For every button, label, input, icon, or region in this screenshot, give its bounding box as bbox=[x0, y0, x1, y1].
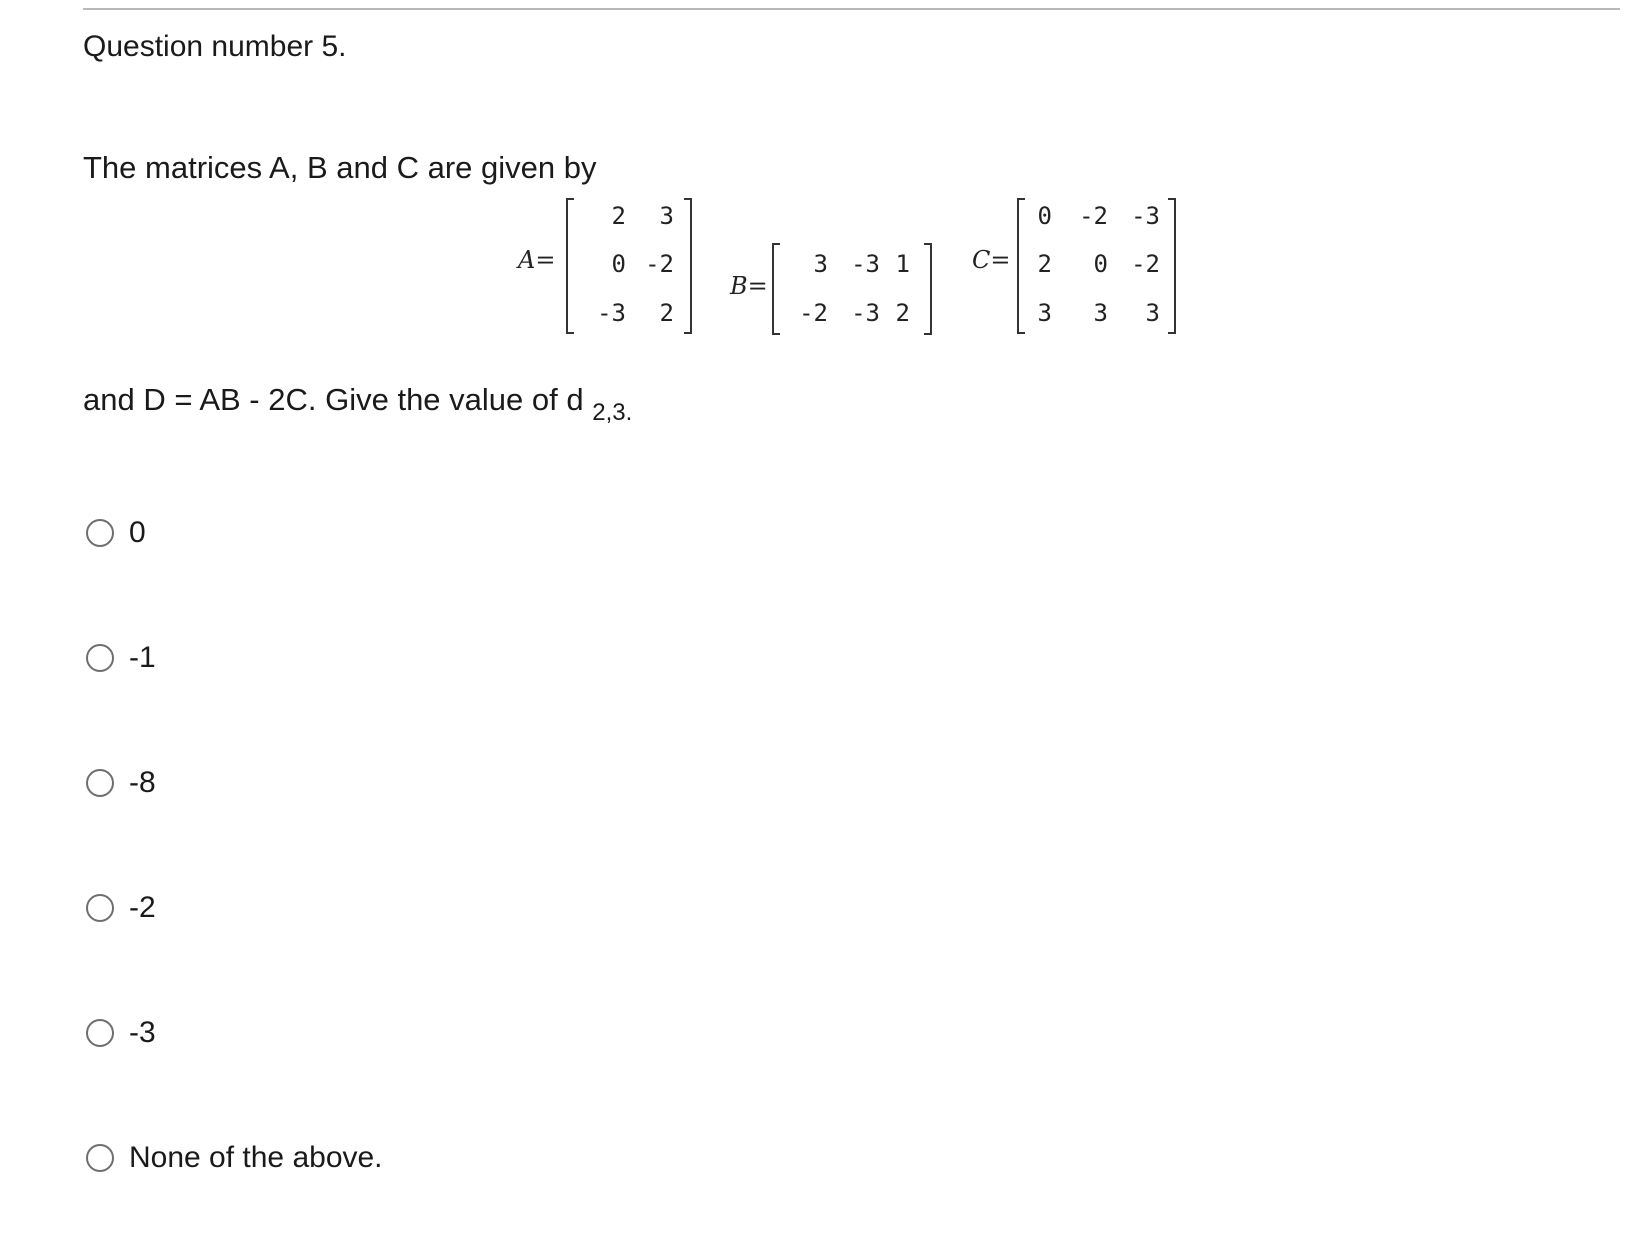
matrix-c-right-bracket bbox=[1168, 198, 1176, 334]
answer-option-label[interactable]: -1 bbox=[129, 641, 156, 674]
matrix-c-cell: 3 bbox=[1145, 299, 1160, 327]
matrix-c-cell: -3 bbox=[1131, 202, 1160, 230]
radio-button[interactable] bbox=[86, 644, 114, 672]
answer-option[interactable] bbox=[86, 1140, 383, 1176]
answer-option[interactable] bbox=[86, 640, 156, 676]
matrix-b-cell: -2 bbox=[799, 299, 828, 327]
matrix-b-cell: 1 bbox=[895, 250, 910, 278]
matrix-b-right-bracket bbox=[924, 243, 932, 335]
matrix-c-cell: -2 bbox=[1131, 250, 1160, 278]
radio-button[interactable] bbox=[86, 769, 114, 797]
answer-option-label[interactable]: -3 bbox=[129, 1016, 156, 1049]
matrix-a-cell: 3 bbox=[659, 202, 674, 230]
answer-option-label[interactable]: -2 bbox=[129, 891, 156, 924]
matrix-c-cell: 0 bbox=[1037, 202, 1052, 230]
answer-option[interactable] bbox=[86, 765, 156, 801]
answer-option[interactable] bbox=[86, 890, 156, 926]
answer-option-label[interactable]: None of the above. bbox=[129, 1141, 383, 1174]
top-divider bbox=[83, 8, 1620, 10]
matrix-a-cell: 2 bbox=[659, 299, 674, 327]
radio-button[interactable] bbox=[86, 894, 114, 922]
matrix-c-cell: 2 bbox=[1037, 250, 1052, 278]
matrix-b-cell: -3 bbox=[851, 299, 880, 327]
matrix-b-cell: 3 bbox=[813, 250, 828, 278]
matrix-a-cell: 0 bbox=[611, 250, 626, 278]
matrix-b-cell: -3 bbox=[851, 250, 880, 278]
matrix-c-left-bracket bbox=[1017, 198, 1025, 334]
matrix-a-right-bracket bbox=[684, 198, 692, 334]
answer-option-label[interactable]: -8 bbox=[129, 766, 156, 799]
radio-button[interactable] bbox=[86, 1019, 114, 1047]
matrix-a-cell: -2 bbox=[645, 250, 674, 278]
question-stem bbox=[83, 382, 633, 426]
matrix-b-label: B= bbox=[730, 272, 768, 300]
matrix-c-cell: -2 bbox=[1079, 202, 1108, 230]
matrix-c-cell: 0 bbox=[1093, 250, 1108, 278]
radio-button[interactable] bbox=[86, 519, 114, 547]
radio-button[interactable] bbox=[86, 1144, 114, 1172]
answer-option[interactable] bbox=[86, 515, 146, 551]
matrix-a-label: A= bbox=[518, 246, 556, 274]
matrix-c-cell: 3 bbox=[1037, 299, 1052, 327]
question-number: Question number 5. bbox=[83, 30, 347, 63]
matrix-a-cell: 2 bbox=[611, 202, 626, 230]
matrix-c-label: C= bbox=[972, 246, 1011, 274]
stem-text: and D = AB - 2C. Give the value of d bbox=[83, 382, 584, 417]
answer-option-label[interactable]: 0 bbox=[129, 516, 146, 549]
question-intro: The matrices A, B and C are given by bbox=[83, 150, 597, 185]
matrix-b-cell: 2 bbox=[895, 299, 910, 327]
answer-option[interactable] bbox=[86, 1015, 156, 1051]
matrix-a-left-bracket bbox=[566, 198, 574, 334]
stem-period: . bbox=[625, 399, 633, 426]
matrix-c-cell: 3 bbox=[1093, 299, 1108, 327]
matrix-b-left-bracket bbox=[772, 243, 780, 335]
stem-subscript: 2,3 bbox=[592, 399, 626, 426]
matrix-a-cell: -3 bbox=[597, 299, 626, 327]
